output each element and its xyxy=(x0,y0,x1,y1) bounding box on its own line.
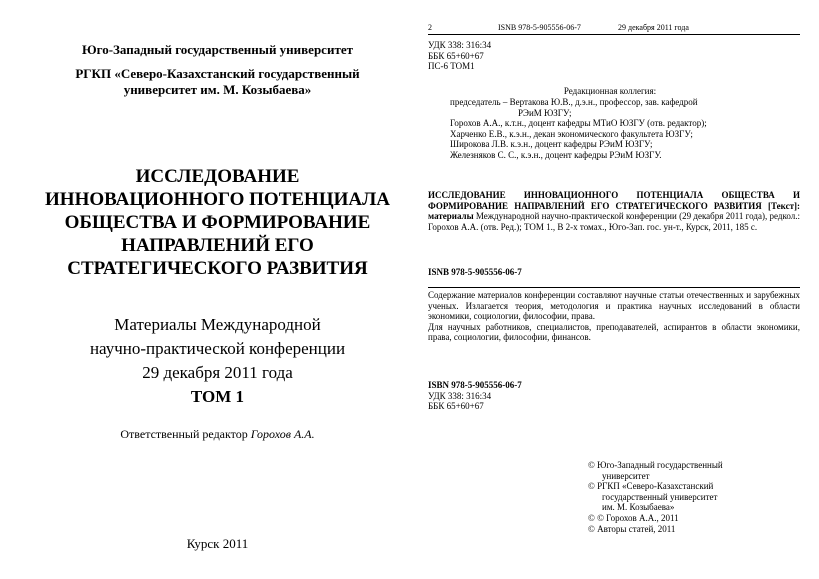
title-line: ИННОВАЦИОННОГО ПОТЕНЦИАЛА xyxy=(45,189,390,210)
volume-label: ТОМ 1 xyxy=(190,387,245,406)
classification-codes xyxy=(428,40,491,72)
board-member: Железняков С. С., к.э.н., доцент кафедры РЭиМ ЮЗГУ. xyxy=(450,149,662,160)
editorial-board-title: Редакционная коллегия: xyxy=(563,86,657,96)
footer-udk: УДК 338: 316:34 xyxy=(428,390,492,401)
footer-isbn: ISBN 978-5-905556-06-7 xyxy=(428,380,522,390)
title-line: НАПРАВЛЕНИЙ ЕГО xyxy=(121,235,314,256)
editor-name: Горохов А.А. xyxy=(250,427,315,441)
materials-line: Материалы Международной xyxy=(114,315,321,334)
footer-codes xyxy=(428,380,522,412)
board-member: Широкова Л.В. к.э.н., доцент кафедры РЭиМ ЮЗГУ; xyxy=(450,139,653,150)
running-header xyxy=(428,23,758,33)
responsible-editor xyxy=(40,427,395,442)
copyright-line: © Юго-Западный государственный xyxy=(588,460,723,470)
footer-bbk: ББК 65+60+67 xyxy=(428,401,484,412)
isbn-bold: ISNB 978-5-905556-06-7 xyxy=(428,267,522,277)
title-line: ОБЩЕСТВА И ФОРМИРОВАНИЕ xyxy=(64,212,371,233)
right-page xyxy=(420,0,819,579)
record-details: Международной научно-практической конференции (29 декабря 2011 года), редкол.: Горохов А.А. (отв. Ред.); ТОМ 1., В 2-х томах., Юго-Зап. гос. ун-т., Курск, 2011, 185 с. xyxy=(428,211,800,232)
book-title xyxy=(40,165,395,280)
copyright-line: им. М. Козыбаева» xyxy=(602,502,675,513)
bibliographic-record xyxy=(428,190,800,232)
board-member-cont: РЭиМ ЮЗГУ; xyxy=(518,107,572,118)
page-number: 2 xyxy=(428,23,432,32)
title-line: СТРАТЕГИЧЕСКОГО РАЗВИТИЯ xyxy=(67,258,368,279)
city-year: Курск 2011 xyxy=(186,536,249,551)
university-1: Юго-Западный государственный университет xyxy=(82,42,353,57)
copyright-line: © РГКП «Северо-Казахстанский xyxy=(588,481,714,492)
header-rule xyxy=(428,34,800,35)
record-rule xyxy=(428,287,800,288)
header-isbn: ISNB 978-5-905556-06-7 xyxy=(498,23,581,32)
abstract-paragraph: Содержание материалов конференции составляют научные статьи отечественных и зарубежных ученых. Излагается теория, методология и практика научных исследований в области экономики, социологии, философии, права. xyxy=(428,290,800,322)
header-date: 29 декабря 2011 года xyxy=(618,23,689,32)
copyright-line: университет xyxy=(602,470,650,481)
copyright-line: © © Горохов А.А., 2011 xyxy=(588,512,679,523)
copyright-block xyxy=(588,460,723,534)
board-member: Харченко Е.В., к.э.н., декан экономического факультета ЮЗГУ; xyxy=(450,128,693,139)
editor-label: Ответственный редактор xyxy=(120,427,248,441)
code-line: ПС-6 ТОМ1 xyxy=(428,61,475,72)
materials-line: 29 декабря 2011 года xyxy=(142,363,293,382)
abstract xyxy=(428,290,800,343)
code-line: ББК 65+60+67 xyxy=(428,50,484,61)
editorial-board xyxy=(450,97,707,161)
code-line: УДК 338: 316:34 xyxy=(428,40,492,50)
university-2-line-1: РГКП «Северо-Казахстанский государственный xyxy=(75,66,360,81)
title-line: ИССЛЕДОВАНИЕ xyxy=(135,166,300,187)
abstract-paragraph: Для научных работников, специалистов, преподавателей, аспирантов в области экономики, права, социологии, философии, финансов. xyxy=(428,321,800,343)
university-2 xyxy=(40,66,395,98)
copyright-line: государственный университет xyxy=(602,491,718,502)
record-title: ИССЛЕДОВАНИЕ ИННОВАЦИОННОГО ПОТЕНЦИАЛА ОБЩЕСТВА И ФОРМИРОВАНИЕ НАПРАВЛЕНИЙ ЕГО СТРАТЕГИЧЕСКОГО РАЗВИТИЯ [Текст]: материалы xyxy=(428,190,800,222)
copyright-line: © Авторы статей, 2011 xyxy=(588,523,676,534)
university-2-line-2: университет им. М. Козыбаева» xyxy=(123,82,312,97)
materials-block xyxy=(40,313,395,409)
board-member: председатель – Вертакова Ю.В., д.э.н., профессор, зав. кафедрой xyxy=(450,97,698,107)
materials-line: научно-практической конференции xyxy=(89,339,346,358)
board-member: Горохов А.А., к.т.н., доцент кафедры МТиО ЮЗГУ (отв. редактор); xyxy=(450,118,707,129)
